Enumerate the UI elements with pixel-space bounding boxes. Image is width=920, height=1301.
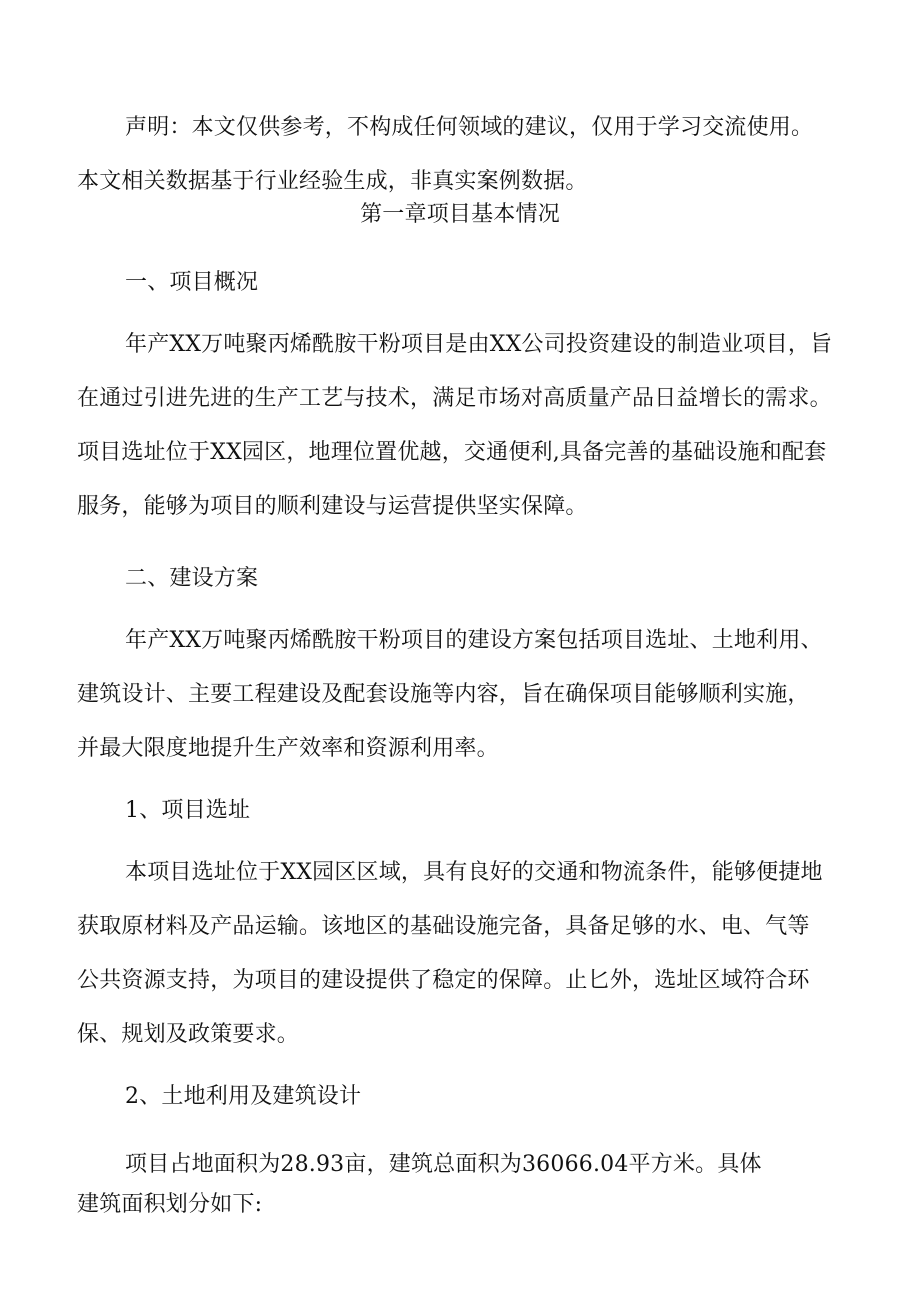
site-paragraph-line: 本项目选址位于XX园区区域，具有良好的交通和物流条件，能够便捷地 xyxy=(125,860,823,885)
overview-paragraph-line: 服务，能够为项目的顺利建设与运营提供坚实保障。 xyxy=(77,494,588,519)
section-heading-site: 1、项目选址 xyxy=(125,798,251,823)
chapter-title: 第一章项目基本情况 xyxy=(360,202,560,227)
plan-paragraph-line: 并最大限度地提升生产效率和资源利用率。 xyxy=(77,736,499,761)
land-paragraph-line: 建筑面积划分如下: xyxy=(77,1192,263,1217)
section-heading-plan: 二、建设方案 xyxy=(125,566,259,591)
land-paragraph-line: 项目占地面积为28.93亩，建筑总面积为36066.04平方米。具体 xyxy=(125,1152,762,1177)
site-paragraph-line: 获取原材料及产品运输。该地区的基础设施完备，具备足够的水、电、气等 xyxy=(77,914,810,939)
section-heading-land: 2、土地利用及建筑设计 xyxy=(125,1084,362,1109)
site-paragraph-line: 保、规划及政策要求。 xyxy=(77,1022,300,1047)
plan-paragraph-line: 建筑设计、主要工程建设及配套设施等内容，旨在确保项目能够顺利实施， xyxy=(77,682,810,707)
overview-paragraph-line: 年产XX万吨聚丙烯酰胺干粉项目是由XX公司投资建设的制造业项目，旨 xyxy=(125,332,833,357)
disclaimer-line-2: 本文相关数据基于行业经验生成，非真实案例数据。 xyxy=(77,169,588,194)
section-heading-overview: 一、项目概况 xyxy=(125,270,259,295)
overview-paragraph-line: 项目选址位于XX园区，地理位置优越，交通便利,具备完善的基础设施和配套 xyxy=(77,440,827,465)
site-paragraph-line: 公共资源支持，为项目的建设提供了稳定的保障。止匕外，选址区域符合环 xyxy=(77,968,810,993)
plan-paragraph-line: 年产XX万吨聚丙烯酰胺干粉项目的建设方案包括项目选址、土地利用、 xyxy=(125,628,823,653)
disclaimer-line-1: 声明：本文仅供参考，不构成任何领域的建议，仅用于学习交流使用。 xyxy=(125,115,814,140)
overview-paragraph-line: 在通过引进先进的生产工艺与技术，满足市场对高质量产品日益增长的需求。 xyxy=(77,386,832,411)
